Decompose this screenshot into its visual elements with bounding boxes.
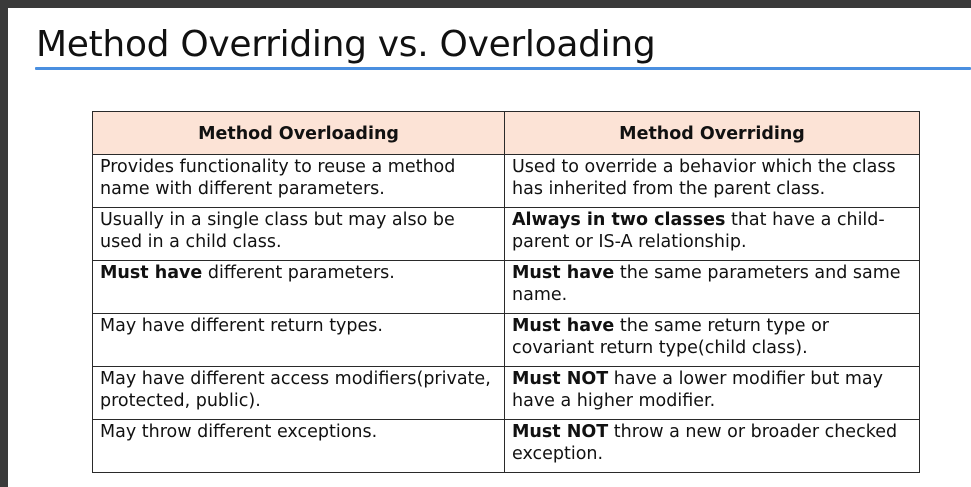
- window-left-border: [0, 0, 8, 487]
- cell-overriding: [505, 208, 920, 261]
- comparison-table: [92, 111, 920, 473]
- cell-text: May throw different exceptions.: [100, 422, 378, 442]
- cell-bold-text: Must have: [512, 316, 615, 336]
- cell-overloading: [93, 208, 505, 261]
- cell-overriding: [505, 367, 920, 420]
- cell-text: Used to override a behavior which the class has inherited from the parent class.: [512, 157, 896, 199]
- header-overriding: Method Overriding: [505, 112, 920, 155]
- slide: [8, 8, 971, 487]
- table-row: [93, 208, 920, 261]
- cell-text: different parameters.: [202, 263, 395, 283]
- cell-bold-text: Must have: [512, 263, 615, 283]
- table-header-row: [93, 112, 920, 155]
- cell-overloading: [93, 155, 505, 208]
- cell-text: have a lower modifier but may have a higher modifier.: [512, 369, 883, 411]
- cell-bold-text: Always in two classes: [512, 210, 726, 230]
- cell-text: throw a new or broader checked exception.: [512, 422, 898, 464]
- table-row: [93, 420, 920, 473]
- cell-overriding: [505, 314, 920, 367]
- header-overloading: Method Overloading: [93, 112, 505, 155]
- cell-bold-text: Must NOT: [512, 369, 609, 389]
- window-top-border: [0, 0, 971, 8]
- cell-overriding: [505, 155, 920, 208]
- cell-overloading: [93, 261, 505, 314]
- cell-text: the same return type or covariant return type(child class).: [512, 316, 829, 358]
- cell-bold-text: Must have: [100, 263, 203, 283]
- title-underline: [35, 67, 971, 70]
- cell-bold-text: Must NOT: [512, 422, 609, 442]
- cell-overriding: [505, 420, 920, 473]
- cell-overloading: [93, 420, 505, 473]
- slide-title: Method Overriding vs. Overloading: [36, 24, 656, 65]
- cell-text: that have a child-parent or IS-A relationship.: [512, 210, 885, 252]
- cell-text: May have different return types.: [100, 316, 383, 336]
- cell-overloading: [93, 367, 505, 420]
- cell-text: the same parameters and same name.: [512, 263, 901, 305]
- table-row: [93, 314, 920, 367]
- table-row: [93, 261, 920, 314]
- table-row: [93, 155, 920, 208]
- cell-overloading: [93, 314, 505, 367]
- cell-text: Usually in a single class but may also be used in a child class.: [100, 210, 455, 252]
- cell-text: May have different access modifiers(private, protected, public).: [100, 369, 491, 411]
- table-row: [93, 367, 920, 420]
- cell-text: Provides functionality to reuse a method name with different parameters.: [100, 157, 456, 199]
- cell-overriding: [505, 261, 920, 314]
